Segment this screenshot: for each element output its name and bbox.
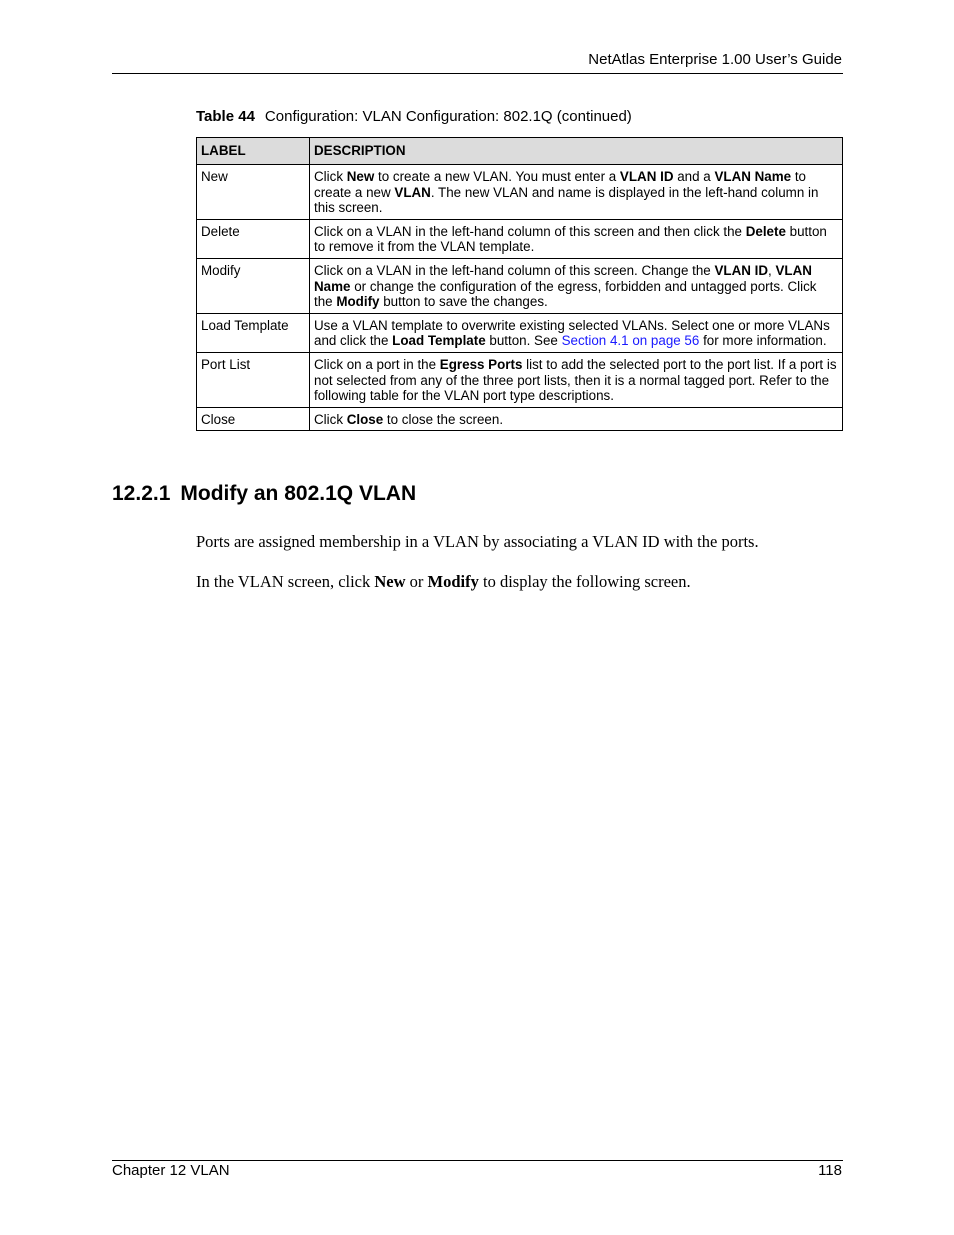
text-run: Click on a VLAN in the left-hand column of this screen and then click the: [314, 223, 746, 239]
table-caption-number: Table 44: [196, 108, 255, 125]
text-run: . The new VLAN and name is displayed in the left-hand column in this screen.: [314, 184, 819, 216]
table-row: [197, 165, 843, 220]
bold-term: VLAN Name: [714, 169, 792, 184]
text-run: button. See: [485, 333, 562, 349]
table-row: [197, 313, 843, 352]
bold-term: Delete: [745, 223, 786, 239]
bold-term: Load Template: [392, 333, 486, 349]
text-run: to display the following screen.: [478, 572, 691, 591]
row-description: [310, 352, 843, 407]
text-run: button to save the changes.: [379, 294, 548, 310]
text-run: Click on a VLAN in the left-hand column of this screen. Change the: [314, 262, 715, 278]
text-run: button to remove it from the VLAN template.: [314, 223, 827, 255]
bold-term: Close: [346, 411, 384, 427]
vlan-config-table: [196, 137, 843, 431]
text-run: Click: [314, 169, 347, 184]
footer-chapter: Chapter 12 VLAN: [112, 1162, 230, 1179]
text-run: Click: [314, 411, 347, 427]
running-header: NetAtlas Enterprise 1.00 User’s Guide: [588, 51, 842, 68]
body-paragraph: [196, 572, 691, 592]
row-label: Port List: [197, 352, 310, 407]
table-caption: [196, 108, 632, 125]
body-paragraph: Ports are assigned membership in a VLAN by associating a VLAN ID with the ports.: [196, 532, 759, 551]
bold-term: Modify: [427, 572, 479, 591]
row-description: [310, 313, 843, 352]
row-description: [310, 165, 843, 220]
row-label: Load Template: [197, 313, 310, 352]
column-header-description: DESCRIPTION: [310, 138, 843, 165]
text-run: list to add the selected port to the port list. If a port is not selected from any of the three port lists, then it is a normal tagged port. Refer to the following table for the VLAN port type descriptions.: [314, 356, 837, 404]
section-heading: [112, 482, 416, 506]
bold-term: New: [374, 572, 406, 591]
page-number: 118: [818, 1162, 842, 1179]
row-description: [310, 219, 843, 258]
row-label: New: [197, 165, 310, 220]
table-header-row: [197, 138, 843, 165]
text-run: Click on a port in the: [314, 356, 440, 372]
row-description: [310, 407, 843, 431]
header-divider: [112, 73, 843, 74]
text-run: and a: [673, 169, 715, 184]
text-run: to close the screen.: [383, 411, 504, 427]
table-row: [197, 407, 843, 431]
row-label: Modify: [197, 258, 310, 313]
row-label: Delete: [197, 219, 310, 258]
table-row: [197, 258, 843, 313]
column-header-label: LABEL: [197, 138, 310, 165]
table-caption-title: Configuration: VLAN Configuration: 802.1Q (continued): [264, 108, 632, 125]
text-run: In the VLAN screen, click: [196, 572, 375, 591]
footer-divider: [112, 1160, 843, 1161]
text-run: for more information.: [699, 333, 827, 349]
bold-term: Modify: [336, 294, 380, 310]
text-run: or: [405, 572, 428, 591]
table-row: [197, 352, 843, 407]
table-row: [197, 219, 843, 258]
bold-term: VLAN ID: [619, 169, 674, 184]
bold-term: VLAN: [394, 184, 431, 200]
text-run: ,: [768, 262, 776, 278]
bold-term: Egress Ports: [439, 356, 523, 372]
bold-term: VLAN ID: [714, 262, 769, 278]
section-number: 12.2.1: [112, 482, 171, 505]
row-label: Close: [197, 407, 310, 431]
text-run: or change the configuration of the egress, forbidden and untagged ports. Click the: [314, 278, 817, 310]
text-run: Use a VLAN template to overwrite existing selected VLANs. Select one or more VLANs and click the: [314, 317, 830, 349]
text-run: to create a new: [314, 169, 806, 200]
row-description: [310, 258, 843, 313]
text-run: to create a new VLAN. You must enter a: [374, 169, 620, 184]
bold-term: New: [346, 169, 375, 184]
cross-reference-link[interactable]: Section 4.1 on page 56: [561, 333, 700, 349]
bold-term: VLAN Name: [314, 262, 812, 294]
section-title: Modify an 802.1Q VLAN: [180, 482, 417, 505]
